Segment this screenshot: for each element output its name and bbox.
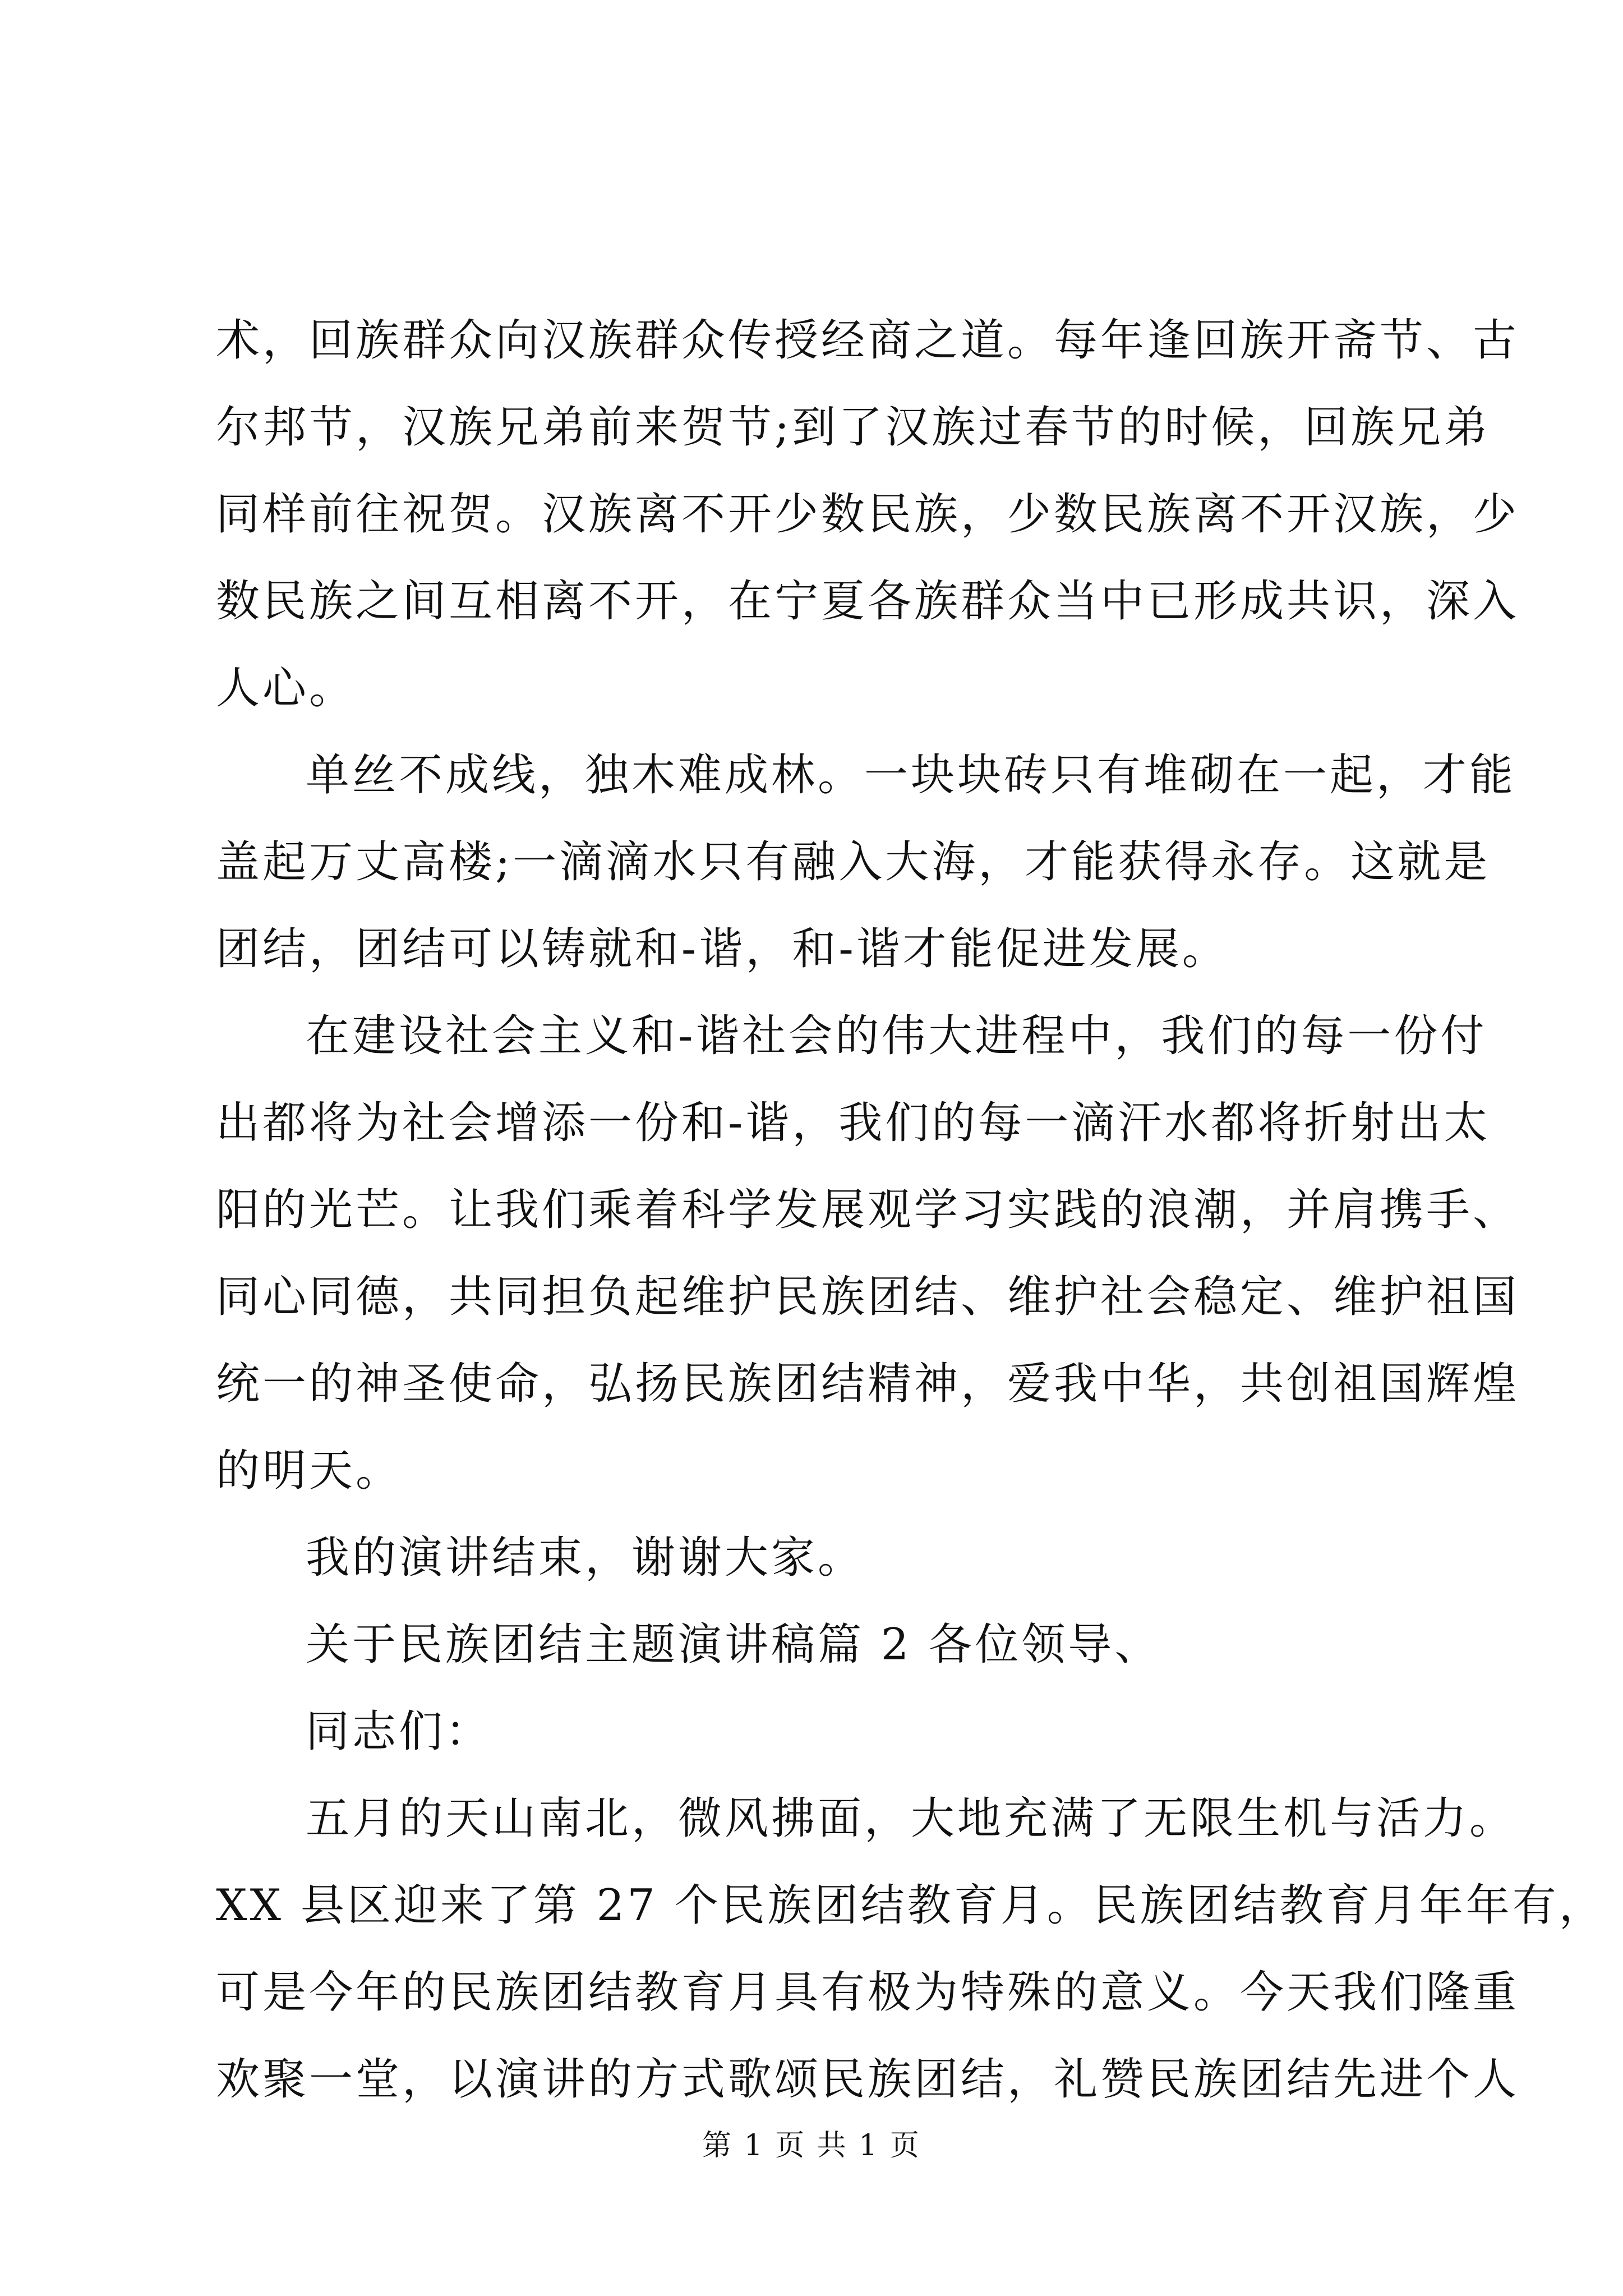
text-line: 数民族之间互相离不开，在宁夏各族群众当中已形成共识，深入 — [216, 576, 1520, 627]
text-line: 的明天。 — [216, 1446, 403, 1496]
text-line: 关于民族团结主题演讲稿篇 2 各位领导、 — [306, 1619, 1161, 1670]
text-line: 单丝不成线，独木难成林。一块块砖只有堆砌在一起，才能 — [306, 750, 1516, 800]
text-line: 同样前往祝贺。汉族离不开少数民族，少数民族离不开汉族，少 — [216, 489, 1520, 540]
text-line: 盖起万丈高楼;一滴滴水只有融入大海，才能获得永存。这就是 — [216, 837, 1491, 887]
text-line: XX 县区迎来了第 27 个民族团结教育月。民族团结教育月年年有， — [216, 1880, 1606, 1931]
text-line: 欢聚一堂，以演讲的方式歌颂民族团结，礼赞民族团结先进个人 — [216, 2054, 1520, 2105]
page-footer: 第 1 页 共 1 页 — [702, 2129, 921, 2162]
text-line: 统一的神圣使命，弘扬民族团结精神，爱我中华，共创祖国辉煌 — [216, 1359, 1520, 1409]
text-line: 同心同德，共同担负起维护民族团结、维护社会稳定、维护祖国 — [216, 1272, 1520, 1322]
text-line: 我的演讲结束，谢谢大家。 — [306, 1533, 865, 1583]
text-line: 出都将为社会增添一份和-谐，我们的每一滴汗水都将折射出太 — [216, 1098, 1491, 1148]
text-line: 人心。 — [216, 663, 356, 714]
text-line: 在建设社会主义和-谐社会的伟大进程中，我们的每一份付 — [306, 1011, 1487, 1061]
text-line: 可是今年的民族团结教育月具有极为特殊的意义。今天我们隆重 — [216, 1967, 1520, 2018]
text-line: 阳的光芒。让我们乘着科学发展观学习实践的浪潮，并肩携手、 — [216, 1185, 1520, 1235]
text-line: 尔邦节，汉族兄弟前来贺节;到了汉族过春节的时候，回族兄弟 — [216, 402, 1491, 453]
text-line: 同志们： — [306, 1706, 492, 1757]
text-line: 术，回族群众向汉族群众传授经商之道。每年逢回族开斋节、古 — [216, 315, 1520, 366]
text-line: 五月的天山南北，微风拂面，大地充满了无限生机与活力。 — [306, 1793, 1516, 1844]
text-line: 团结，团结可以铸就和-谐，和-谐才能促进发展。 — [216, 924, 1229, 974]
body-text — [216, 297, 1606, 2123]
